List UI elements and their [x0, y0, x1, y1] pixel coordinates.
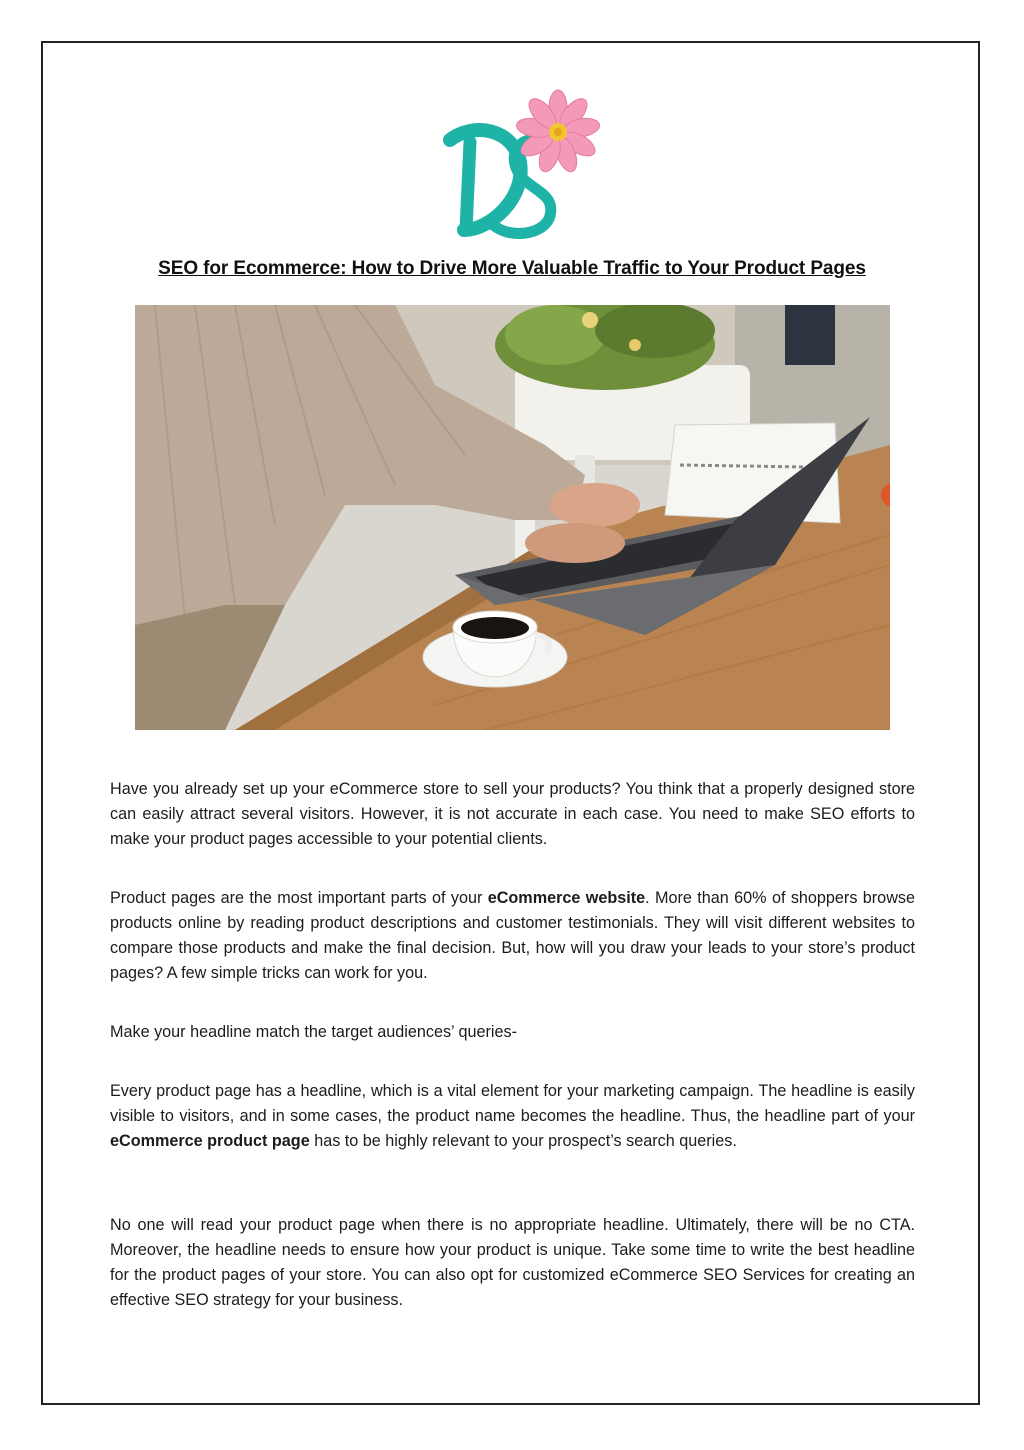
ds-logo: [428, 80, 608, 250]
paragraph-text: Every product page has a headline, which is a vital element for your marketing campaign. The headline is easily visible to visitors, and in some cases, the product name becomes the headline. Thus, the headline part of your: [110, 1082, 915, 1125]
paragraph-text: Product pages are the most important parts of your: [110, 889, 488, 907]
flower-icon: [515, 90, 601, 175]
ecommerce-product-page-link-text: eCommerce product page: [110, 1132, 310, 1150]
hero-photo: [135, 305, 890, 730]
logo-d-letter: [450, 130, 521, 230]
headline-paragraph: [110, 1079, 915, 1154]
closing-paragraph: No one will read your product page when there is no appropriate headline. Ultimately, there will be no CTA. Moreover, the headline needs to ensure how your product is unique. Take some time to write the best headline for the product pages of your store. You can also opt for customized eCommerce SEO Services for creating an effective SEO strategy for your business.: [110, 1216, 915, 1309]
section-heading: Make your headline match the target audiences’ queries-: [110, 1023, 518, 1041]
paragraph-text: . More than 60% of shoppers browse products online by reading product descriptions and customer testimonials. They will visit different websites to compare those products and make the final decision. But, how will you draw your leads to your store’s product pages? A few simple tricks can work for you.: [110, 889, 915, 982]
ecommerce-website-link-text: eCommerce website: [487, 889, 646, 907]
intro-paragraph: Have you already set up your eCommerce store to sell your products? You think that a properly designed store can easily attract several visitors. However, it is not accurate in each case. You need to make SEO efforts to make your product pages accessible to your potential clients.: [110, 780, 915, 848]
paragraph-text: has to be highly relevant to your prospect’s search queries.: [309, 1132, 737, 1150]
document-title: SEO for Ecommerce: How to Drive More Valuable Traffic to Your Product Pages: [158, 258, 866, 279]
product-pages-paragraph: [110, 886, 915, 986]
